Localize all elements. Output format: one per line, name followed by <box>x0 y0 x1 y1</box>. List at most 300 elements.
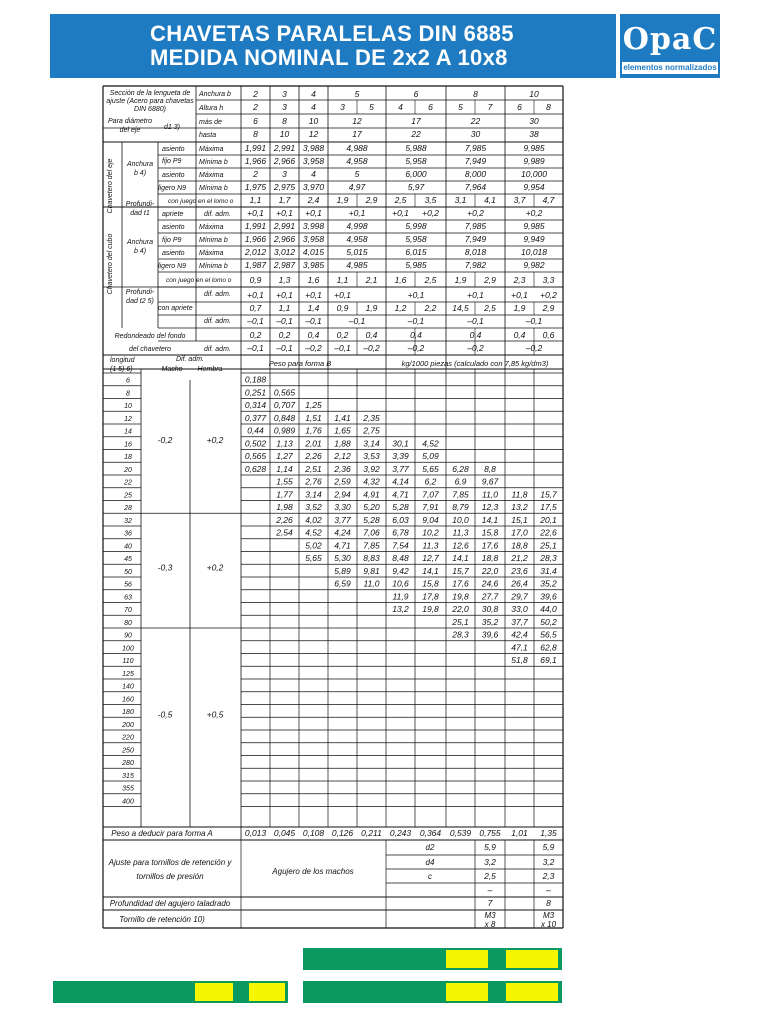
max-label: Máxima <box>199 172 224 179</box>
min-label: Mínima b <box>199 185 228 192</box>
longitud-value: 10 <box>124 403 132 410</box>
weight-value: 15,7 <box>452 565 469 576</box>
weight-value: 17,8 <box>422 591 439 602</box>
agujero-machos-label: Agujero de los machos <box>272 867 354 876</box>
altura-h-value: 3 <box>340 102 345 112</box>
ajuste-c8: 3,2 <box>484 857 496 867</box>
weight-value: 7,07 <box>422 489 439 500</box>
eje-ligero-min: 3,970 <box>302 182 325 192</box>
longitud-value: 25 <box>124 492 132 500</box>
weight-value: 1,51 <box>305 412 322 423</box>
longitud-value: 160 <box>122 696 134 704</box>
redondeado-tol: –0,2 <box>363 343 380 353</box>
ajuste-row-label: d2 <box>425 843 435 852</box>
longitud-value: 22 <box>124 479 132 487</box>
hasta-value: 12 <box>308 129 319 139</box>
anchura-b-value: 10 <box>529 89 539 99</box>
cubo-t2-apriete: 1,1 <box>278 303 291 313</box>
eje-t1: 3,7 <box>513 195 526 205</box>
cubo-asiento-label: asiento <box>162 224 185 231</box>
deducir-value: 0,539 <box>449 828 472 838</box>
cubo-t2-apriete-dif: –0,1 <box>348 316 366 326</box>
tornillo-label: Tornillo de retención 10) <box>119 915 205 924</box>
weight-value: 6,28 <box>452 463 469 474</box>
altura-h-value: 4 <box>311 102 316 112</box>
weight-value: 9,81 <box>363 565 380 576</box>
eje-t1: 2,4 <box>307 195 320 205</box>
longitud-value: 50 <box>124 568 132 576</box>
cubo-t2-juego: 2,1 <box>365 275 378 285</box>
weight-value: 11,3 <box>452 527 469 538</box>
weight-value: 1,41 <box>334 412 351 423</box>
ajuste-c10: 3,2 <box>542 857 555 867</box>
weight-value: 2,75 <box>363 425 380 436</box>
cubo-t2-juego-dif: +0,1 <box>334 290 351 300</box>
max-label: Máxima <box>199 224 224 231</box>
yellow-block-lower-3 <box>446 983 488 1001</box>
t1-label-1: Profundi- <box>125 201 155 208</box>
weight-value: 0,707 <box>273 400 296 410</box>
weight-value: 4,52 <box>305 527 322 538</box>
cubo-ligero-min: 3,985 <box>302 260 325 270</box>
longitud-label-1: longitud <box>110 357 135 364</box>
deducir-value: 0,243 <box>389 828 412 838</box>
chavetero-eje-label: Chavetero del eje <box>107 158 114 214</box>
weight-value: 0,314 <box>244 400 267 410</box>
cubo-t2-juego: 2,5 <box>424 275 437 285</box>
cubo-t2-apriete: 2,9 <box>542 303 555 313</box>
weight-value: 30,1 <box>392 438 409 449</box>
weight-value: 39,6 <box>481 629 499 640</box>
cubo-asiento-max: 2,991 <box>273 221 296 231</box>
weight-value: 33,0 <box>511 604 528 614</box>
cubo-asiento-min: 2,966 <box>273 234 296 244</box>
weight-value: 42,4 <box>511 629 528 640</box>
max-label: Máxima <box>199 146 224 153</box>
hasta-value: 38 <box>529 129 539 139</box>
weight-value: 24,6 <box>481 578 499 589</box>
weight-value: 10,2 <box>422 527 439 538</box>
redondeado-value: 0,4 <box>307 330 320 340</box>
cubo-ligero-max: 4,015 <box>302 247 325 257</box>
weight-value: 6,78 <box>392 527 409 538</box>
tol-hembra: +0,2 <box>206 562 224 573</box>
deducir-value: 0,013 <box>244 828 267 838</box>
redondeado-value: 0,4 <box>410 330 422 340</box>
eje-asiento-max: 3,988 <box>302 143 325 153</box>
weight-value: 39,6 <box>540 591 557 602</box>
altura-h-label: Altura h <box>199 105 224 112</box>
hembra-label: Hembra <box>197 366 223 373</box>
deducir-value: 0,126 <box>331 828 354 838</box>
eje-t1: 1,1 <box>249 195 262 205</box>
weight-value: 4,14 <box>392 476 409 487</box>
weight-value: 2,59 <box>334 476 351 487</box>
redondeado-value: 0,2 <box>278 330 291 340</box>
longitud-value: 32 <box>124 517 132 525</box>
cubo-ligero-max: 2,012 <box>244 247 267 257</box>
weight-value: 19,8 <box>452 591 469 602</box>
weight-value: 0,502 <box>244 438 267 449</box>
redondeado-value: 0,4 <box>365 330 378 340</box>
weight-value: 0,848 <box>273 412 296 423</box>
weight-value: 5,89 <box>334 565 351 576</box>
weight-value: 11,0 <box>363 578 380 589</box>
eje-asiento-min: 4,958 <box>346 156 368 166</box>
eje-asiento-min: 3,958 <box>302 156 325 166</box>
cubo-t2-apriete: 1,9 <box>513 303 526 313</box>
weight-value: 15,8 <box>422 578 439 589</box>
weight-value: 6,9 <box>454 476 467 487</box>
anchura-b-value: 4 <box>311 89 316 99</box>
weight-value: 6,59 <box>334 578 351 589</box>
weight-value: 3,77 <box>334 514 351 525</box>
cubo-ligero-label: ligero N9 <box>158 263 187 270</box>
weight-value: 22,6 <box>540 527 557 538</box>
cubo-ligero-min: 5,985 <box>405 260 427 270</box>
eje-ligero-min: 4,97 <box>348 182 366 192</box>
con-apriete-label: con apriete <box>158 305 193 312</box>
eje-asiento-max: 5,988 <box>405 143 427 153</box>
eje-t1: 3,1 <box>454 195 467 205</box>
weight-value: 1,77 <box>276 489 293 500</box>
t1-label-2: dad t1 <box>130 210 150 217</box>
ajuste-row-label: d4 <box>425 858 435 867</box>
weight-value: 5,09 <box>422 451 439 461</box>
weight-value: 2,54 <box>276 527 293 538</box>
macho-label: Macho <box>161 366 183 373</box>
weight-value: 69,1 <box>540 655 557 665</box>
cubo-t2-apriete-dif: –0,1 <box>407 316 425 326</box>
eje-asiento2-label: asiento <box>162 172 185 179</box>
weight-value: 4,71 <box>334 540 351 551</box>
eje-t1-dif: +0,2 <box>525 208 543 218</box>
weight-value: 5,20 <box>363 502 380 512</box>
weight-value: 22,0 <box>452 604 469 614</box>
weight-value: 12,7 <box>422 553 439 563</box>
anchura-b-label: Anchura b <box>199 91 231 98</box>
longitud-value: 14 <box>124 428 132 436</box>
weight-value: 51,8 <box>511 655 528 665</box>
weight-value: 50,2 <box>540 616 557 627</box>
weight-value: 2,26 <box>276 514 293 525</box>
yellow-block-upper-2 <box>506 950 558 968</box>
eje-asiento-max: 1,991 <box>244 143 267 153</box>
mas-de-value: 6 <box>253 116 258 126</box>
deducir-value: 0,211 <box>361 828 382 838</box>
d1-label: d1 3) <box>164 124 180 131</box>
hasta-value: 22 <box>411 129 421 139</box>
cubo-t2-apriete: 0,7 <box>249 303 262 313</box>
t2-label-2: dad t2 5) <box>126 298 154 305</box>
weight-value: 5,28 <box>392 502 409 512</box>
weight-value: 29,7 <box>511 591 528 602</box>
prof-agujero-c10: 8 <box>546 898 551 908</box>
weight-value: 4,91 <box>363 489 380 500</box>
redondeado-tol: –0,2 <box>525 343 543 353</box>
weight-value: 11,8 <box>511 489 528 500</box>
cubo-ligero-max: 3,012 <box>273 247 296 257</box>
eje-ligero-max: 2 <box>253 169 258 179</box>
logo-text: OpaC <box>622 22 718 57</box>
weight-value: 6,2 <box>424 476 437 487</box>
weight-value: 8,79 <box>452 502 469 512</box>
weight-value: 25,1 <box>540 540 557 551</box>
weight-value: 2,26 <box>305 451 322 461</box>
weight-value: 5,30 <box>334 553 351 563</box>
mas-de-value: 10 <box>308 116 319 126</box>
altura-h-value: 6 <box>517 102 522 112</box>
longitud-value: 220 <box>122 734 134 742</box>
longitud-value: 28 <box>124 505 132 512</box>
longitud-value: 36 <box>124 530 132 538</box>
cubo-t2-juego: 1,9 <box>454 275 467 285</box>
longitud-value: 8 <box>126 390 130 398</box>
eje-ligero-max: 5 <box>354 169 360 179</box>
weight-value: 17,6 <box>452 578 469 589</box>
longitud-value: 16 <box>124 441 132 449</box>
eje-ligero-min: 7,964 <box>464 182 487 192</box>
cubo-t2-apriete-dif: –0,1 <box>467 316 484 326</box>
tol-hembra: +0,5 <box>206 709 224 720</box>
weight-value: 0,628 <box>244 463 267 474</box>
mas-de-value: 22 <box>470 116 481 126</box>
altura-h-value: 8 <box>546 102 551 112</box>
cubo-t2-juego: 1,3 <box>278 275 291 285</box>
weight-value: 23,6 <box>511 565 528 576</box>
weight-value: 15,1 <box>511 514 528 525</box>
hasta-value: 8 <box>253 129 258 139</box>
weight-value: 35,2 <box>481 616 499 627</box>
weight-value: 4,71 <box>392 489 409 500</box>
redondeado-value: 0,2 <box>336 330 349 340</box>
peso-forma-b-label: Peso para forma B <box>268 359 332 368</box>
eje-asiento-max: 4,988 <box>346 143 368 153</box>
weight-value: 1,25 <box>305 400 322 410</box>
redondeado-label-2: del chavetero <box>128 346 172 353</box>
anchura-b-value: 2 <box>253 89 258 99</box>
eje-ligero-label: ligero N9 <box>158 185 187 192</box>
longitud-value: 40 <box>124 543 132 551</box>
eje-asiento-min: 9,989 <box>523 156 545 166</box>
cubo-asiento-min: 1,966 <box>244 234 267 244</box>
longitud-value: 70 <box>124 607 132 614</box>
weight-value: 44,0 <box>540 604 557 614</box>
weight-value: 4,52 <box>422 438 439 449</box>
ajuste-c8: 5,9 <box>484 842 496 852</box>
cubo-asiento-min: 3,958 <box>302 234 325 244</box>
eje-ligero-max: 10,000 <box>521 169 547 179</box>
cubo-ligero-max: 5,015 <box>346 247 368 257</box>
eje-t1: 2,9 <box>365 195 378 205</box>
longitud-value: 125 <box>122 670 134 678</box>
eje-ligero-max: 6,000 <box>405 169 427 179</box>
weight-value: 7,91 <box>422 502 439 512</box>
seccion-label-3: DIN 6880) <box>134 106 166 113</box>
deducir-value: 0,364 <box>419 828 442 838</box>
weight-value: 26,4 <box>511 578 528 589</box>
cubo-t2-apriete: 2,5 <box>484 303 496 313</box>
cubo-ligero-min: 1,987 <box>244 260 267 270</box>
weight-value: 3,52 <box>305 502 322 512</box>
weight-value: 37,7 <box>511 616 528 627</box>
weight-value: 2,76 <box>305 476 322 487</box>
weight-value: 9,04 <box>422 514 439 525</box>
cubo-t2-juego: 2,9 <box>484 275 496 285</box>
para-diametro-label-2: del eje <box>119 127 141 134</box>
longitud-value: 80 <box>124 619 132 627</box>
anchura-b-value: 6 <box>413 89 419 99</box>
dif-adm-label: dif. adm. <box>204 318 231 325</box>
redondeado-tol: –0,1 <box>276 343 293 353</box>
weight-value: 5,28 <box>363 514 380 525</box>
eje-asiento-max: 7,985 <box>464 143 487 153</box>
cubo-t2-juego: 1,6 <box>394 275 407 285</box>
tornillo-c10-2: x 10 <box>540 920 557 929</box>
weight-value: 1,14 <box>276 463 293 474</box>
weight-value: 0,565 <box>244 451 267 461</box>
weight-value: 28,3 <box>540 553 557 563</box>
redondeado-value: 0,4 <box>469 330 482 340</box>
altura-h-value: 5 <box>369 102 374 112</box>
weight-value: 2,35 <box>363 412 380 423</box>
t2-label-1: Profundi- <box>125 289 155 296</box>
kg-1000-label: kg/1000 piezas (calculado con 7,85 kg/dm3) <box>401 359 549 368</box>
dif-adm-caption: Dif. adm. <box>175 356 205 363</box>
mas-de-label: más de <box>199 119 222 126</box>
weight-value: 17,6 <box>481 540 499 551</box>
chavetero-cubo-label: Chavetero del cubo <box>107 233 114 295</box>
eje-fijo-label: fijo P9 <box>162 158 182 165</box>
mas-de-value: 8 <box>282 116 287 126</box>
weight-value: 5,65 <box>305 553 322 563</box>
con-juego-label: con juego en el lomo o <box>166 277 232 284</box>
eje-asiento-max: 9,985 <box>523 143 545 153</box>
longitud-value: 315 <box>122 772 134 780</box>
cubo-ligero-max: 8,018 <box>464 247 487 257</box>
cubo-t2-juego-dif: +0,1 <box>276 290 293 300</box>
hasta-value: 17 <box>352 129 362 139</box>
altura-h-value: 3 <box>282 102 287 112</box>
cubo-t2-juego: 3,3 <box>542 275 555 285</box>
weight-value: 30,8 <box>481 604 499 614</box>
weight-value: 11,9 <box>392 591 409 602</box>
weight-value: 1,98 <box>276 502 293 512</box>
weight-value: 62,8 <box>540 642 557 653</box>
eje-t1-dif: +0,1 <box>392 208 409 218</box>
weight-value: 1,65 <box>334 425 351 436</box>
redondeado-tol: –0,2 <box>305 343 322 353</box>
cubo-asiento-min: 9,949 <box>523 234 545 244</box>
eje-ligero-min: 2,975 <box>273 182 296 192</box>
cubo-t2-juego: 1,1 <box>336 275 349 285</box>
cubo-anchura-label-1: Anchura <box>126 239 154 246</box>
weight-value: 3,30 <box>334 502 351 512</box>
eje-asiento-min: 7,949 <box>464 156 487 166</box>
redondeado-value: 0,6 <box>542 330 555 340</box>
weight-value: 7,06 <box>363 527 380 538</box>
logo-subtitle: elementos normalizados <box>623 63 717 72</box>
eje-t1-dif: +0,2 <box>467 208 484 218</box>
weight-value: 13,2 <box>511 502 528 512</box>
eje-t1: 4,7 <box>542 195 555 205</box>
eje-t1: 3,5 <box>424 195 437 205</box>
anchura-b-value: 3 <box>282 89 287 99</box>
longitud-value: 400 <box>122 798 134 806</box>
weight-value: 6,03 <box>392 514 409 525</box>
deducir-value: 0,108 <box>302 828 325 838</box>
weight-value: 9,42 <box>392 565 409 576</box>
weight-value: 17,0 <box>511 527 528 538</box>
cubo-asiento-max: 9,985 <box>523 221 545 231</box>
ajuste-label-1: Ajuste para tornillos de retención y <box>108 858 232 867</box>
yellow-block-lower-1 <box>195 983 233 1001</box>
cubo-t2-juego: 2,3 <box>513 275 526 285</box>
para-diametro-label-1: Para diámetro <box>108 118 152 125</box>
eje-asiento-min: 2,966 <box>273 156 296 166</box>
longitud-value: 12 <box>124 415 132 423</box>
cubo-fijo-label: fijo P9 <box>162 237 182 244</box>
eje-t1-dif: +0,1 <box>305 208 322 218</box>
peso-deducir-label: Peso a deducir para forma A <box>111 829 213 838</box>
cubo-ligero-min: 2,987 <box>273 260 296 270</box>
redondeado-label-1: Redondeado del fondo <box>114 333 186 340</box>
longitud-value: 6 <box>126 377 130 385</box>
longitud-value: 200 <box>122 721 134 729</box>
weight-value: 18,8 <box>481 553 499 563</box>
cubo-t2-juego-dif: +0,1 <box>467 290 484 300</box>
mas-de-value: 12 <box>352 116 362 126</box>
weight-value: 3,39 <box>392 451 409 461</box>
weight-value: 2,12 <box>334 451 351 461</box>
weight-value: 8,83 <box>363 553 380 563</box>
weight-value: 9,67 <box>481 476 499 487</box>
yellow-block-upper-1 <box>446 950 488 968</box>
weight-value: 17,5 <box>540 502 557 512</box>
redondeado-tol: –0,2 <box>407 343 425 353</box>
weight-value: 3,92 <box>363 463 380 474</box>
ajuste-label-2: tornillos de presión <box>136 872 204 881</box>
yellow-block-lower-4 <box>506 983 558 1001</box>
cubo-t2-juego-dif: +0,1 <box>305 290 322 300</box>
weight-value: 47,1 <box>511 642 528 653</box>
cubo-asiento-max: 7,985 <box>464 221 487 231</box>
weight-value: 15,7 <box>540 489 557 500</box>
weight-value: 27,7 <box>481 591 499 602</box>
longitud-value: 100 <box>122 645 134 653</box>
eje-ligero-min: 5,97 <box>407 182 425 192</box>
eje-t1-dif: +0,1 <box>276 208 293 218</box>
redondeado-value: 0,2 <box>249 330 262 340</box>
apriete-label: apriete <box>162 211 184 218</box>
longitud-value: 56 <box>124 581 132 589</box>
yellow-block-lower-2 <box>249 983 285 1001</box>
longitud-value: 20 <box>124 466 132 474</box>
longitud-value: 18 <box>124 454 132 461</box>
eje-ligero-min: 9,954 <box>523 182 545 192</box>
tornillo-c8-2: x 8 <box>484 920 496 929</box>
weight-value: 31,4 <box>540 565 557 576</box>
tornillo-c10-1: M3 <box>542 911 555 920</box>
con-juego-label: con juego en el lomo o <box>168 198 234 205</box>
weight-value: 12,3 <box>481 502 499 512</box>
eje-t1-dif: +0,1 <box>247 208 264 218</box>
weight-value: 10,0 <box>452 514 469 525</box>
eje-anchura-label-2: b 4) <box>133 170 147 177</box>
weight-value: 0,377 <box>244 412 267 423</box>
cubo-ligero-max: 10,018 <box>521 247 547 257</box>
eje-ligero-max: 3 <box>282 169 287 179</box>
